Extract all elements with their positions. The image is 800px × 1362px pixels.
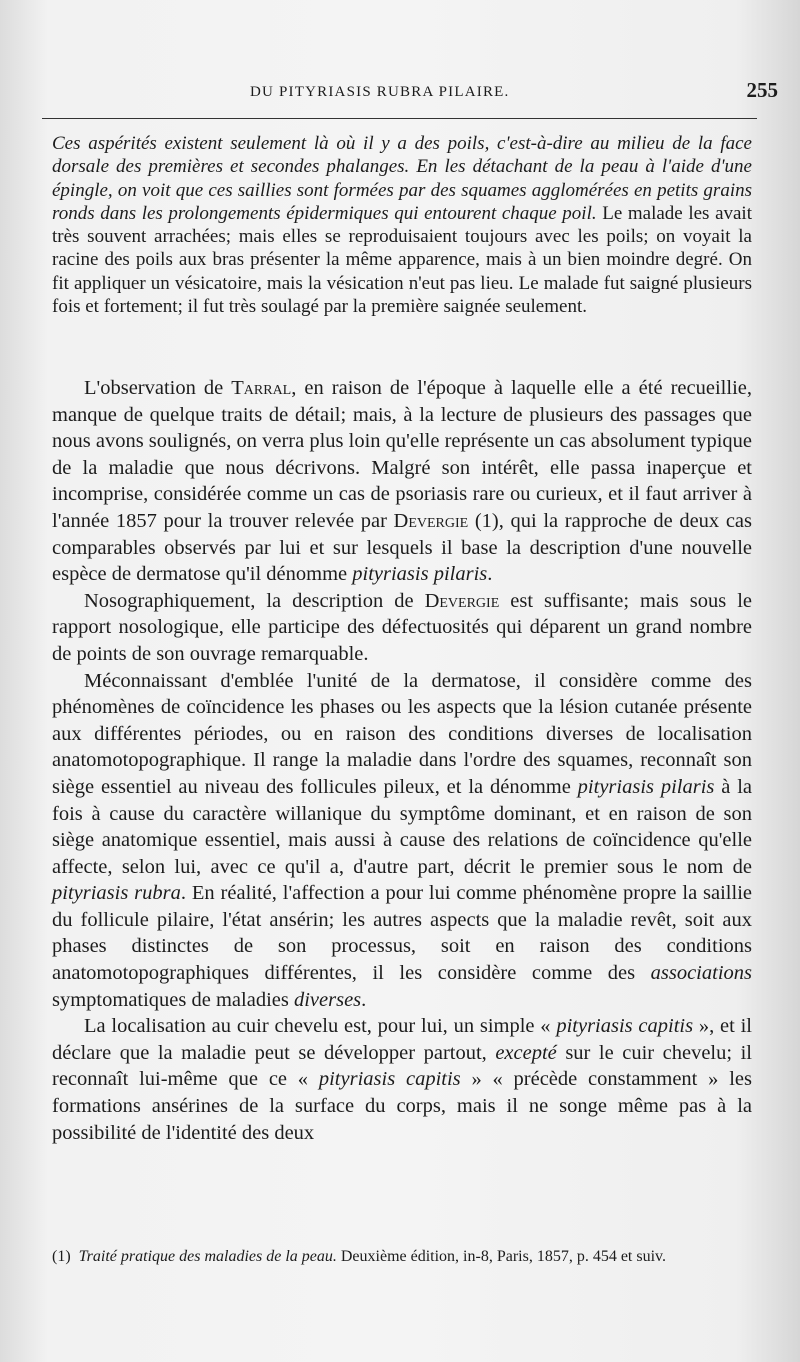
disease-term: pityriasis capitis [556, 1015, 694, 1038]
text-run: , en raison de l'époque à laquelle elle a été recueillie, manque de quelque traits de détail; mais, à la lecture de plusieurs des passages que nous avons soulignés, on verra plus loin qu'elle représente un cas absolument typique de la maladie que nous décrivons. Malgré son intérêt, elle passa inaperçue et incomprise, considérée comme un cas de psoriasis rare ou curieux, et il faut arriver à l'année 1857 pour la trouver relevée par [52, 377, 752, 532]
text-run: (1), qui la rapproche de deux cas comparables observés par lui et sur lesquels il base la description d'une nouvelle espèce de dermatose qu'il dénomme [52, 509, 752, 586]
paragraph-3 [52, 668, 752, 1014]
quoted-italic-passage: Ces aspérités existent seulement là où il y a des poils, c'est-à-dire au milieu de la face dorsale des premières et secondes phalanges. En les détachant de la peau à l'aide d'une épingle, on voit que ces saillies sont formées par des squames agglomérées en petits grains ronds dans les prolongements épidermiques qui entourent chaque poil. [52, 133, 752, 224]
disease-term: pityriasis pilaris [352, 563, 488, 586]
text-run: . [487, 563, 493, 586]
author-name: Tarral [231, 377, 292, 399]
footnote-details: Deuxième édition, in-8, Paris, 1857, p. 454 et suiv. [336, 1248, 666, 1265]
author-name: Devergie [393, 509, 469, 532]
paragraph-2 [52, 588, 752, 668]
footnote [52, 1246, 752, 1268]
disease-term: pityriasis pilaris [577, 775, 715, 798]
main-text [52, 375, 752, 1146]
paragraph-4 [52, 1013, 752, 1146]
text-run: à la fois à cause du caractère willanique du symptôme dominant, et en raison de son siège anatomique essentiel, mais aussi à cause des relations de coïncidence qu'elle affecte, selon lui, avec ce qu'il a, d'autre part, décrit le premier sous le nom de [52, 775, 752, 878]
disease-term: pityriasis capitis [318, 1068, 461, 1091]
text-run: Nosographiquement, la description de [84, 589, 425, 612]
emphasis-term: diverses [293, 988, 362, 1011]
emphasis-term: excepté [495, 1041, 557, 1064]
text-run: » « précède constamment » les formations ansérines de la surface du corps, mais il ne songe même pas à la possibilité de l'identité des deux [52, 1068, 752, 1144]
quoted-observation [52, 132, 752, 318]
text-run: . [361, 988, 367, 1011]
page-number: 255 [746, 78, 778, 102]
text-run: est suffisante; mais sous le rapport nosologique, elle participe des défectuosités qui déparent un grand nombre de points de son ouvrage remarquable. [52, 589, 752, 665]
disease-term: pityriasis rubra [52, 882, 181, 905]
header-rule [42, 118, 757, 119]
text-run: sur le cuir chevelu; il reconnaît lui-même que ce « [52, 1041, 752, 1091]
text-run: Méconnaissant d'emblée l'unité de la dermatose, il considère comme des phénomènes de coïncidence les phases ou les aspects que la lésion cutanée présente aux différentes périodes, ou en raison des conditions diverses de localisation anatomotopographique. Il range la maladie dans l'ordre des squames, reconnaît son siège essentiel au niveau des follicules pileux, et la dénomme [52, 669, 752, 798]
text-run: . En réalité, l'affection a pour lui comme phénomène propre la saillie du follicule pilaire, l'état ansérin; les autres aspects que la maladie revêt, soit aux phases distinctes de son processus, soit en raison des conditions anatomotopographiques différentes, il les considère comme des [52, 882, 752, 985]
author-name: Devergie [424, 589, 500, 612]
footnote-number: (1) [52, 1248, 71, 1265]
footnote-book-title: Traité pratique des maladies de la peau. [78, 1248, 337, 1265]
text-run: L'observation de [84, 377, 232, 399]
text-run: symptomatiques de maladies [52, 988, 294, 1011]
quoted-regular-passage: Le malade les avait très souvent arrachées; mais elles se reproduisaient toujours avec les poils; on voyait la racine des poils aux bras présenter la même apparence, mais à un bien moindre degré. On fit appliquer un vésicatoire, mais la vésication n'eut pas lieu. Le malade fut saigné plusieurs fois et fortement; il fut très soulagé par la première saignée seulement. [52, 202, 752, 318]
text-run: La localisation au cuir chevelu est, pour lui, un simple « [84, 1015, 557, 1038]
paragraph-1 [52, 375, 752, 588]
running-title: DU PITYRIASIS RUBRA PILAIRE. [250, 84, 510, 100]
text-run: », et il déclare que la maladie peut se développer partout, [52, 1015, 752, 1064]
emphasis-term: associations [650, 962, 752, 985]
page-header [40, 78, 778, 112]
